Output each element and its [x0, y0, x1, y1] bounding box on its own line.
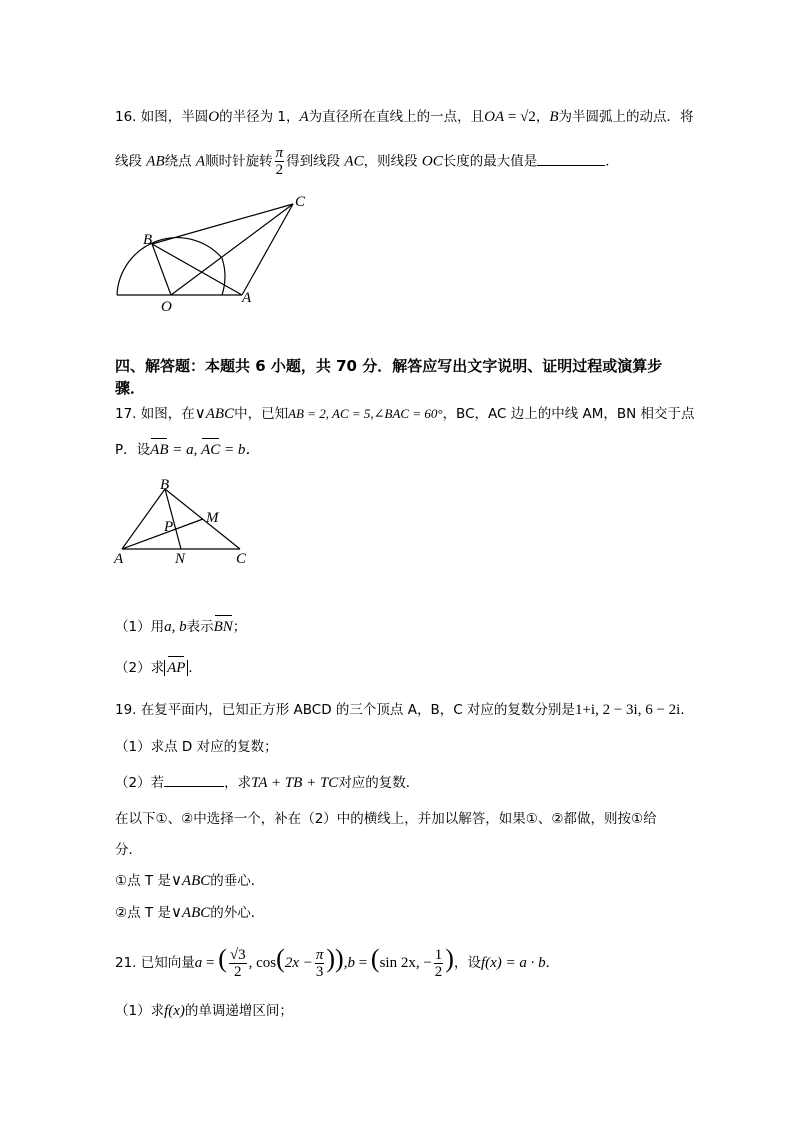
- semicircle-arc-rest: [222, 258, 225, 295]
- side-AB: [122, 489, 165, 549]
- segment-BO: [152, 244, 171, 295]
- q17-line1: 17. 如图，在∨ABC中，已知AB = 2, AC = 5,∠BAC = 60°，BC，AC 边上的中线 AM，BN 相交于点: [115, 406, 695, 422]
- semicircle-arc: [117, 238, 222, 295]
- label-C: C: [236, 551, 247, 567]
- q19-choice2: ②点 T 是∨ABC的外心．: [115, 905, 265, 921]
- pi-over-3: $\frac{\pi}{3}$: [315, 946, 324, 980]
- segment-BC: [152, 204, 293, 244]
- sqrt3-over-2: $\frac{√3}{2}$: [229, 946, 246, 980]
- q16-figure: [105, 190, 325, 315]
- q17-part1: （1）用a, b表示BN；: [115, 619, 247, 635]
- median-AM: [122, 519, 203, 549]
- q19-line1: 19. 在复平面内，已知正方形 ABCD 的三个顶点 A，B，C 对应的复数分别是1+i, 2 − 3i, 6 − 2i．: [115, 702, 694, 718]
- answer-blank: [537, 151, 605, 166]
- label-M: M: [206, 510, 219, 526]
- label-B: B: [160, 477, 170, 493]
- pi-over-2: $\frac{\pi}{2}$: [275, 145, 284, 178]
- q16-line2: 线段 AB绕点 A顺时针旋转 $\frac{\pi}{2}$ 得到线段 AC，则线段 OC长度的最大值是 ．: [115, 145, 619, 178]
- label-N: N: [175, 551, 186, 567]
- q19-note-line2: 分．: [115, 842, 142, 858]
- label-B: B: [143, 232, 153, 248]
- q16-line1: 16. 如图，半圆O的半径为 1，A为直径所在直线上的一点，且OA = √2，B为半圆弧上的动点．将: [115, 109, 694, 125]
- q17-part2: （2）求 AP ．: [115, 660, 202, 676]
- label-P: P: [164, 519, 174, 535]
- q21-line1: 21. 已知向量a = ( $\frac{√3}{2}$ , cos(2x − $\frac{\pi}{3}$ )),b = (sin 2x, − $\frac{1}{2}$ )，设f(x) = a · b．: [115, 944, 560, 980]
- one-half: $\frac{1}{2}$: [434, 946, 443, 980]
- q19-part1: （1）求点 D 对应的复数；: [115, 739, 278, 755]
- q17-line2: P．设AB = a, AC = b．: [115, 442, 261, 458]
- label-C: C: [295, 194, 306, 210]
- q21-part1: （1）求f(x)的单调递增区间；: [115, 1003, 293, 1019]
- q19-part2: （2）若 ，求TA + TB + TC对应的复数．: [115, 772, 419, 793]
- label-A: A: [114, 551, 124, 567]
- segment-OC: [171, 204, 293, 295]
- q19-note-line1: 在以下①、②中选择一个，补在（2）中的横线上，并加以解答，如果①、②都做，则按①给: [115, 811, 657, 827]
- q17-figure: [110, 475, 260, 570]
- abs-bars: AP: [164, 660, 188, 676]
- segment-AC: [242, 204, 293, 295]
- answer-blank: [164, 772, 224, 787]
- label-A: A: [242, 290, 252, 306]
- section-heading: 四、解答题：本题共 6 小题，共 70 分．解答应写出文字说明、证明过程或演算步: [115, 357, 663, 375]
- q19-choice1: ①点 T 是∨ABC的垂心．: [115, 873, 265, 889]
- section-heading-cont: 骤．: [115, 379, 146, 397]
- label-O: O: [161, 299, 172, 315]
